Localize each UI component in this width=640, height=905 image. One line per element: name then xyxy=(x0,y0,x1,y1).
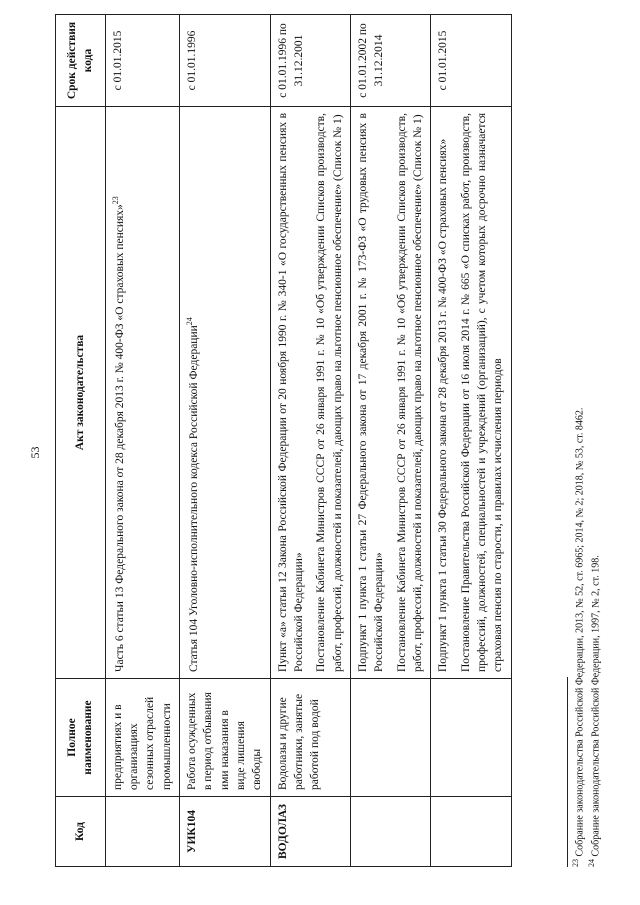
table-row xyxy=(105,15,179,867)
act-text: Статья 104 Уголовно-исполнительного кодекса Российской Федерации$^{24}$ xyxy=(184,317,200,672)
act-text: Постановление Правительства Российской Федерации от 16 июля 2014 г. № 665 «О списках работ, производств, профессий, должностей, специальностей и учреждений (организаций), с учетом которых досрочно назначается страховая пенсия по старости, и правилах исчисления периодов xyxy=(459,113,505,672)
table-row xyxy=(431,15,511,867)
footnotes xyxy=(567,408,603,867)
act-text: Часть 6 статьи 13 Федерального закона от 28 декабря 2013 г. № 400-ФЗ «О страховых пенсиях»$^{23}$ xyxy=(110,196,126,672)
row-name: Работа осужденных в период отбывания ими наказания в виде лишения свободы xyxy=(179,679,270,797)
act-text: Подпункт 1 пункта 1 статьи 27 Федерального закона от 17 декабря 2001 г. № 173-ФЗ «О трудовых пенсиях в Российской Федерации» xyxy=(356,113,386,672)
header-full-name: Полное наименование xyxy=(56,679,106,797)
row-validity: с 01.01.2015 xyxy=(431,15,511,107)
row-validity: с 01.01.1996 по 31.12.2001 xyxy=(270,15,350,107)
act-text: Пункт «а» статьи 12 Закона Российской Федерации от 20 ноября 1990 г. № 340-1 «О государственных пенсиях в Российской Федерации» xyxy=(276,113,305,672)
row-validity: с 01.01.2002 по 31.12.2014 xyxy=(350,15,430,107)
row-act xyxy=(431,107,511,679)
act-text: Постановление Кабинета Министров СССР от 26 января 1991 г. № 10 «Об утверждении Списков производств, работ, профессий, должностей и показателей, дающих право на льготное пенсионное обеспечение» (Список № 1) xyxy=(395,113,424,672)
row-code: ВОДОЛАЗ xyxy=(270,797,350,867)
table-row xyxy=(350,15,430,867)
footnote-divider xyxy=(567,677,568,867)
codes-table xyxy=(55,14,512,867)
table-row xyxy=(179,15,270,867)
header-act: Акт законодательства xyxy=(56,107,106,679)
row-name: Водолазы и другие работники, занятые работой под водой xyxy=(270,679,350,797)
footnote: $^{24}$ Собрание законодательства Российской Федерации, 1997, № 2, ст. 198. xyxy=(586,555,602,867)
header-code: Код xyxy=(56,797,106,867)
table-header-row xyxy=(56,15,106,867)
footnote-ref: 23 xyxy=(110,196,120,205)
row-act xyxy=(270,107,350,679)
row-code xyxy=(105,797,179,867)
row-act xyxy=(350,107,430,679)
row-code xyxy=(350,797,430,867)
row-code xyxy=(431,797,511,867)
row-validity: с 01.01.1996 xyxy=(179,15,270,107)
row-act xyxy=(105,107,179,679)
act-text: Постановление Кабинета Министров СССР от 26 января 1991 г. № 10 «Об утверждении Списков производств, работ, профессий, должностей и показателей, дающих право на льготное пенсионное обеспечение» (Список № 1) xyxy=(315,113,344,672)
act-text: Подпункт 1 пункта 1 статьи 30 Федерального закона от 28 декабря 2013 г. № 400-ФЗ «О страховых пенсиях» xyxy=(437,138,450,672)
row-name xyxy=(431,679,511,797)
footnote: $^{23}$ Собрание законодательства Российской Федерации, 2013, № 52, ст. 6965; 2014, № 2; 2018, № 53, ст. 8462. xyxy=(571,407,586,867)
row-code: УИК104 xyxy=(179,797,270,867)
page-number: 53 xyxy=(28,446,42,459)
row-act xyxy=(179,107,270,679)
row-name: предприятиях и в организациях сезонных отраслей промышленности xyxy=(105,679,179,797)
row-name xyxy=(350,679,430,797)
header-validity: Срок действия кода xyxy=(56,15,106,107)
footnote-ref: 24 xyxy=(184,317,194,326)
row-validity: с 01.01.2015 xyxy=(105,15,179,107)
table-row xyxy=(270,15,350,867)
